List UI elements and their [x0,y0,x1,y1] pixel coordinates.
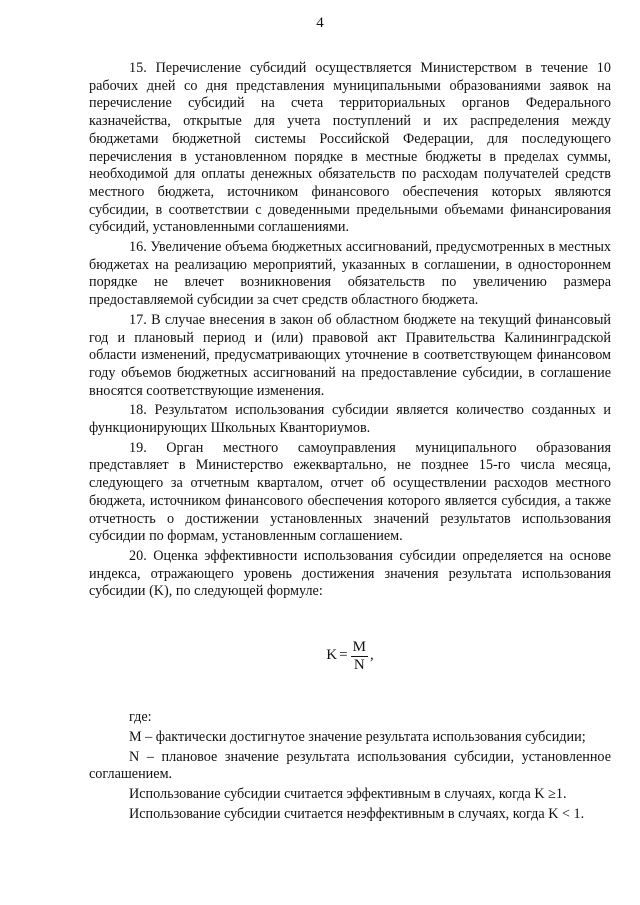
paragraph-19: 19. Орган местного самоуправления муниципального образования представляет в Министерство ежеквартально, не позднее 15-го числа месяца, следующего за отчетным кварталом, отчет об осуществлении расходов местного бюджета, источником финансового обеспечения которого является субсидия, а также отчетность о достижении установленных значений результатов использования субсидии по формам, установленным соглашением. [89,439,611,545]
definition-n: N – плановое значение результата использования субсидии, установленное соглашением. [89,748,611,783]
formula-equals: = [339,647,348,664]
formula-comma: , [369,647,374,664]
formula-block [89,617,611,695]
paragraph-18: 18. Результатом использования субсидии является количество созданных и функционирующих Школьных Кванториумов. [89,402,611,437]
definition-m: M – фактически достигнутое значение результата использования субсидии; [129,728,586,745]
paragraph-20: 20. Оценка эффективности использования субсидии определяется на основе индекса, отражающего уровень достижения значения результата использования субсидии (K), по следующей формуле: [89,547,611,600]
paragraph-17: 17. В случае внесения в закон об областном бюджете на текущий финансовый год и плановый период и (или) правовой акт Правительства Калининградской области изменений, предусматривающих уточнение в соответствующем финансовом году объемов бюджетных ассигнований на предоставление субсидии, в соглашение вносятся соответствующие изменения. [89,311,611,399]
conclusion-ineffective: Использование субсидии считается неэффективным в случаях, когда K < 1. [129,805,585,822]
paragraph-15: 15. Перечисление субсидий осуществляется Министерством в течение 10 рабочих дней со дня представления муниципальными образованиями заявок на перечисление субсидий на счета территориальных органов Федерального казначейства, открытые для учета поступлений и их распределения между бюджетами бюджетной системы Российской Федерации, для последующего перечисления в установленном порядке в местные бюджеты в пределах суммы, необходимой для оплаты денежных обязательств по расходам получателей средств местного бюджета, источником финансового обеспечения которых являются субсидии, в соответствии с доведенными предельными объемами финансирования субсидий, установленными соглашениями. [89,60,611,236]
document-body [89,60,611,825]
efficiency-formula [326,639,373,674]
formula-denominator: N [353,656,365,673]
formula-numerator: M [352,638,366,655]
where-label: где: [129,709,152,726]
page-number: 4 [316,15,324,31]
conclusion-effective: Использование субсидии считается эффективным в случаях, когда K ≥1. [129,785,567,802]
formula-lhs: K [326,647,338,664]
formula-fraction [351,639,368,674]
paragraph-16: 16. Увеличение объема бюджетных ассигнований, предусмотренных в местных бюджетах на реализацию мероприятий, указанных в соглашении, в одностороннем порядке не влечет возникновения обязательств по увеличению размера предоставляемой субсидии за счет средств областного бюджета. [89,239,611,309]
